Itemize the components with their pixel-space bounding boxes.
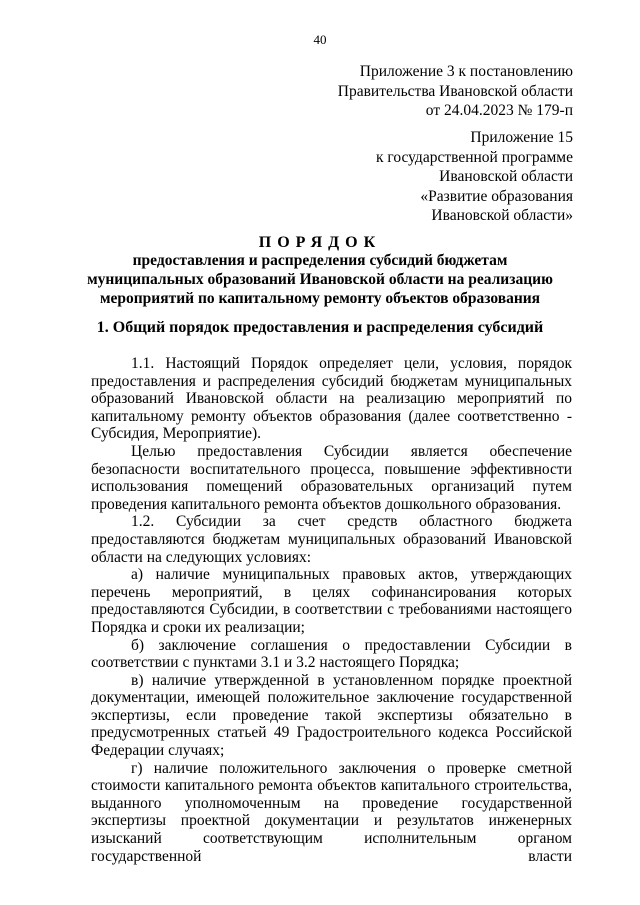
subtitle-line: предоставления и распределения субсидий бюджетам [132, 252, 508, 269]
paragraph: в) наличие утвержденной в установленном порядке проектной документации, имеющей положительное заключение государственной экспертизы, если проведение такой экспертизы обязательно в предусмотренных статьей 49 Градостроительного кодекса Российской Федерации случаях; [91, 671, 572, 760]
paragraph: Целью предоставления Субсидии является обеспечение безопасности воспитательного процесса, повышение эффективности использования помещений образовательных организаций путем проведения капитального ремонта объектов дошкольного образования. [91, 442, 572, 513]
attachment-15-line: Ивановской области [439, 168, 573, 185]
paragraph: б) заключение соглашения о предоставлении Субсидии в соответствии с пунктами 3.1 и 3.2 настоящего Порядка; [91, 636, 572, 672]
document-title: ПОРЯДОК [258, 234, 382, 251]
attachment-3-block [338, 62, 573, 121]
attachment-3-line: от 24.04.2023 № 179-п [425, 102, 573, 119]
paragraph: 1.2. Субсидии за счет средств областного бюджета предоставляются бюджетам муниципальных образований Ивановской области на следующих условиях: [91, 513, 572, 566]
attachment-3-line: Приложение 3 к постановлению [359, 63, 573, 80]
attachment-15-block [376, 128, 573, 226]
paragraph: 1.1. Настоящий Порядок определяет цели, условия, порядок предоставления и распределения субсидий бюджетам муниципальных образований Ивановской области на реализацию мероприятий по капитальному ремонту объектов образования (далее соответственно - Субсидия, Мероприятие). [91, 355, 572, 443]
page-number: 40 [313, 32, 327, 47]
document-body [91, 355, 572, 865]
paragraph: г) наличие положительного заключения о проверке сметной стоимости капитального ремонта объектов капитального строительства, выданного уполномоченным на проведение государственной экспертизы проектной документации и результатов инженерных изысканий соответствующим исполнительным органом государственной власти [91, 759, 572, 865]
attachment-15-line: «Развитие образования [420, 187, 573, 205]
section-heading: 1. Общий порядок предоставления и распределения субсидий [96, 319, 544, 336]
subtitle-line: муниципальных образований Ивановской области на реализацию [87, 271, 553, 288]
attachment-15-line: Приложение 15 [470, 129, 573, 146]
document-subtitle [60, 251, 580, 308]
attachment-3-line: Правительства Ивановской области [337, 82, 573, 100]
subtitle-line: мероприятий по капитальному ремонту объектов образования [99, 290, 541, 307]
paragraph: а) наличие муниципальных правовых актов, утверждающих перечень мероприятий, в целях софинансирования которых предоставляются Субсидии, в соответствии с требованиями настоящего Порядка и сроки их реализации; [91, 566, 572, 636]
attachment-15-line: Ивановской области» [431, 207, 573, 224]
attachment-15-line: к государственной программе [375, 148, 573, 166]
